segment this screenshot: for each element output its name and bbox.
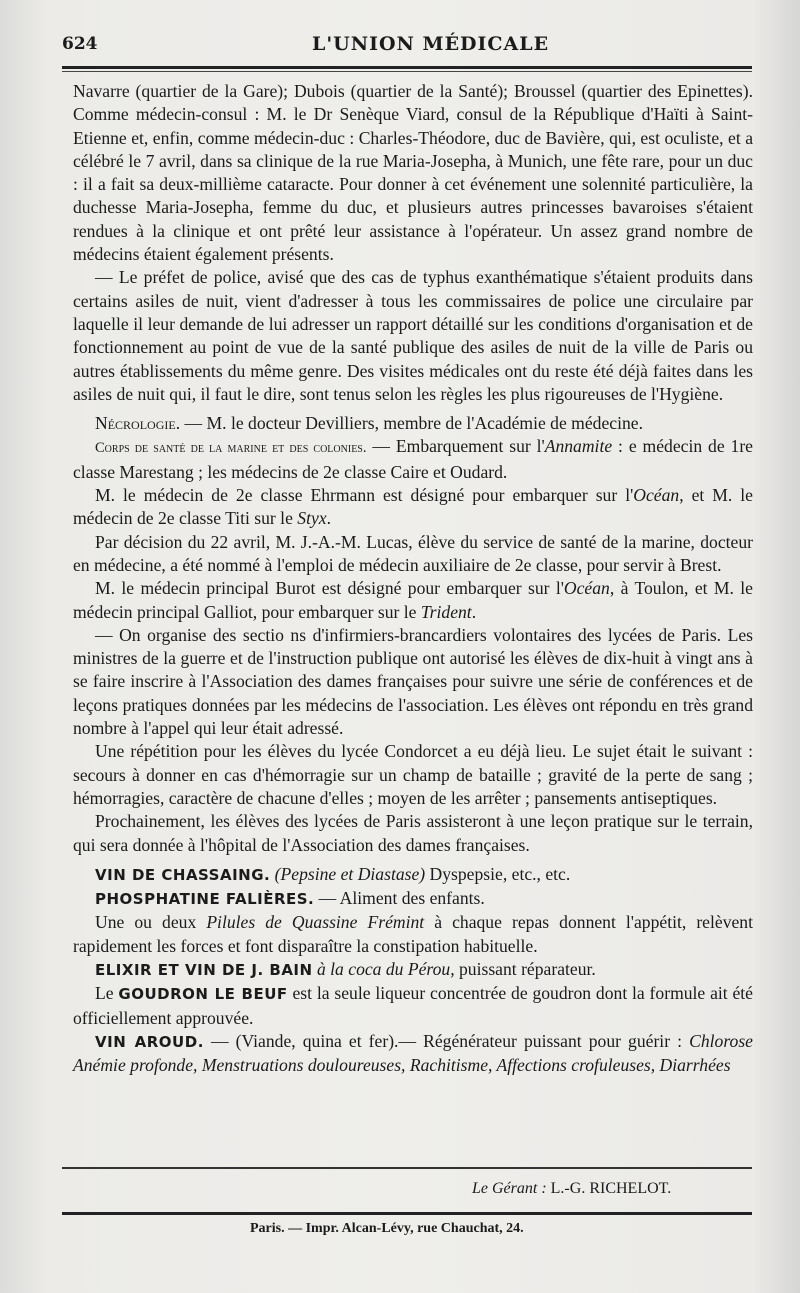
paragraph-burot: M. le médecin principal Burot est désigné pour embarquer sur l'Océan, à Toulon, et M. le médecin principal Galliot, pour embarquer sur le Trident. xyxy=(73,578,753,622)
ad-vin-de-chassaing: VIN DE CHASSAING. (Pepsine et Diastase) Dyspepsie, etc., etc. xyxy=(95,863,571,884)
ad-phosphatine-falieres: PHOSPHATINE FALIÈRES. — Aliment des enfants. xyxy=(95,888,485,909)
paragraph-navy-corps: Corps de santé de la marine et des colonies. — Embarquement sur l'Annamite : e médecin de 1re classe Marestang ; les médecins de 2e classe Caire et Oudard. xyxy=(73,436,753,482)
page-number: 624 xyxy=(62,34,98,54)
ad-pilules-quassine: Une ou deux Pilules de Quassine Frémint à chaque repas donnent l'appétit, relèvent rapidement les forces et font disparaître la constipation habituelle. xyxy=(73,912,753,956)
manager-signature: Le Gérant : L.-G. RICHELOT. xyxy=(472,1180,672,1197)
ad-elixir-bain: ELIXIR ET VIN DE J. BAIN à la coca du Pérou, puissant réparateur. xyxy=(95,958,596,979)
page-header xyxy=(62,30,752,58)
ad-goudron-le-beuf: Le GOUDRON LE BEUF est la seule liqueur concentrée de goudron dont la formule ait été officiellement approuvée. xyxy=(73,983,753,1028)
paragraph-condorcet: Une répétition pour les élèves du lycée Condorcet a eu déjà lieu. Le sujet était le suivant : secours à donner en cas d'hémorragie sur un champ de bataille ; gravité de la perte de sang ; hémorragies, caractère de chacune d'elles ; moyen de les arrêter ; pansements antiseptiques. xyxy=(73,741,753,808)
article-body xyxy=(73,80,753,1077)
paragraph-medical-personalities: Navarre (quartier de la Gare); Dubois (quartier de la Santé); Broussel (quartier des Epinettes). Comme médecin-consul : M. le Dr Senèque Viard, consul de la République d'Haïti à Saint-Etienne et, enfin, comme médecin-duc : Charles-Théodore, duc de Bavière, qui, est oculiste, et a célébré le 7 avril, dans sa clinique de la rue Maria-Josepha, à Munich, une fête rare, pour un duc : il a fait sa deux-millième cataracte. Pour donner à cet événement une solennité particulière, la duchesse Maria-Josepha, femme du duc, et plusieurs autres princesses bavaroises s'étaient rendues à la clinique et ont prêté leur assistance à l'opérateur. Un assez grand nombre de médecins étaient également présents. xyxy=(73,81,753,265)
necrology-heading: Nécrologie. xyxy=(95,413,181,434)
navy-corps-heading: Corps de santé de la marine et des colonies. xyxy=(95,440,367,457)
paragraph-ehrmann: M. le médecin de 2e classe Ehrmann est désigné pour embarquer sur l'Océan, et M. le médecin de 2e classe Titi sur le Styx. xyxy=(73,485,753,529)
running-title: L'UNION MÉDICALE xyxy=(312,33,550,55)
paragraph-typhus-shelters: — Le préfet de police, avisé que des cas de typhus exanthématique s'étaient produits dans certains asiles de nuit, vient d'adresser à tous les commissaires de police une circulaire par laquelle il leur demande de lui adresser un rapport détaillé sur les conditions d'organisation et de fonctionnement au point de vue de la santé publique des asiles de nuit de la ville de Paris ou autres établissements du même genre. Des visites médicales ont du reste été déjà faites dans les asiles de nuit qui, il faut le dire, sont tenus selon les règles les plus rigoureuses de l'Hygiène. xyxy=(73,267,753,404)
paragraph-lucas: Par décision du 22 avril, M. J.-A.-M. Lucas, élève du service de santé de la marine, docteur en médecine, a été nommé à l'emploi de médecin auxiliaire de 2e classe, pour servir à Brest. xyxy=(73,531,753,575)
paragraph-stretcher-bearers: — On organise des sectio ns d'infirmiers-brancardiers volontaires des lycées de Paris. Les ministres de la guerre et de l'instruction publique ont autorisé les élèves de dix-huit à vingt ans à se faire inscrire à l'Association des dames françaises pour suivre une série de conférences et de leçons pratiques données par les médecins de l'association. Les élèves ont répondu en très grand nombre à l'appel qui leur était adressé. xyxy=(73,624,753,739)
footer-rule xyxy=(62,1167,752,1169)
paragraph-necrology xyxy=(73,412,753,435)
necrology-text: — M. le docteur Devilliers, membre de l'Académie de médecine. xyxy=(180,413,643,434)
ad-vin-aroud: VIN AROUD. — (Viande, quina et fer).— Régénérateur puissant pour guérir : Chlorose Anémie profonde, Menstruations douloureuses, Rachitisme, Affections crofuleuses, Diarrhées xyxy=(73,1030,753,1076)
footer-rule-thick xyxy=(62,1212,752,1215)
header-rule xyxy=(62,66,752,69)
printer-imprint: Paris. — Impr. Alcan-Lévy, rue Chauchat, 24. xyxy=(250,1221,524,1236)
header-rule-thin xyxy=(62,71,752,72)
paragraph-practical-lesson: Prochainement, les élèves des lycées de Paris assisteront à une leçon pratique sur le terrain, qui sera donnée à l'hôpital de l'Association des dames françaises. xyxy=(73,811,753,855)
